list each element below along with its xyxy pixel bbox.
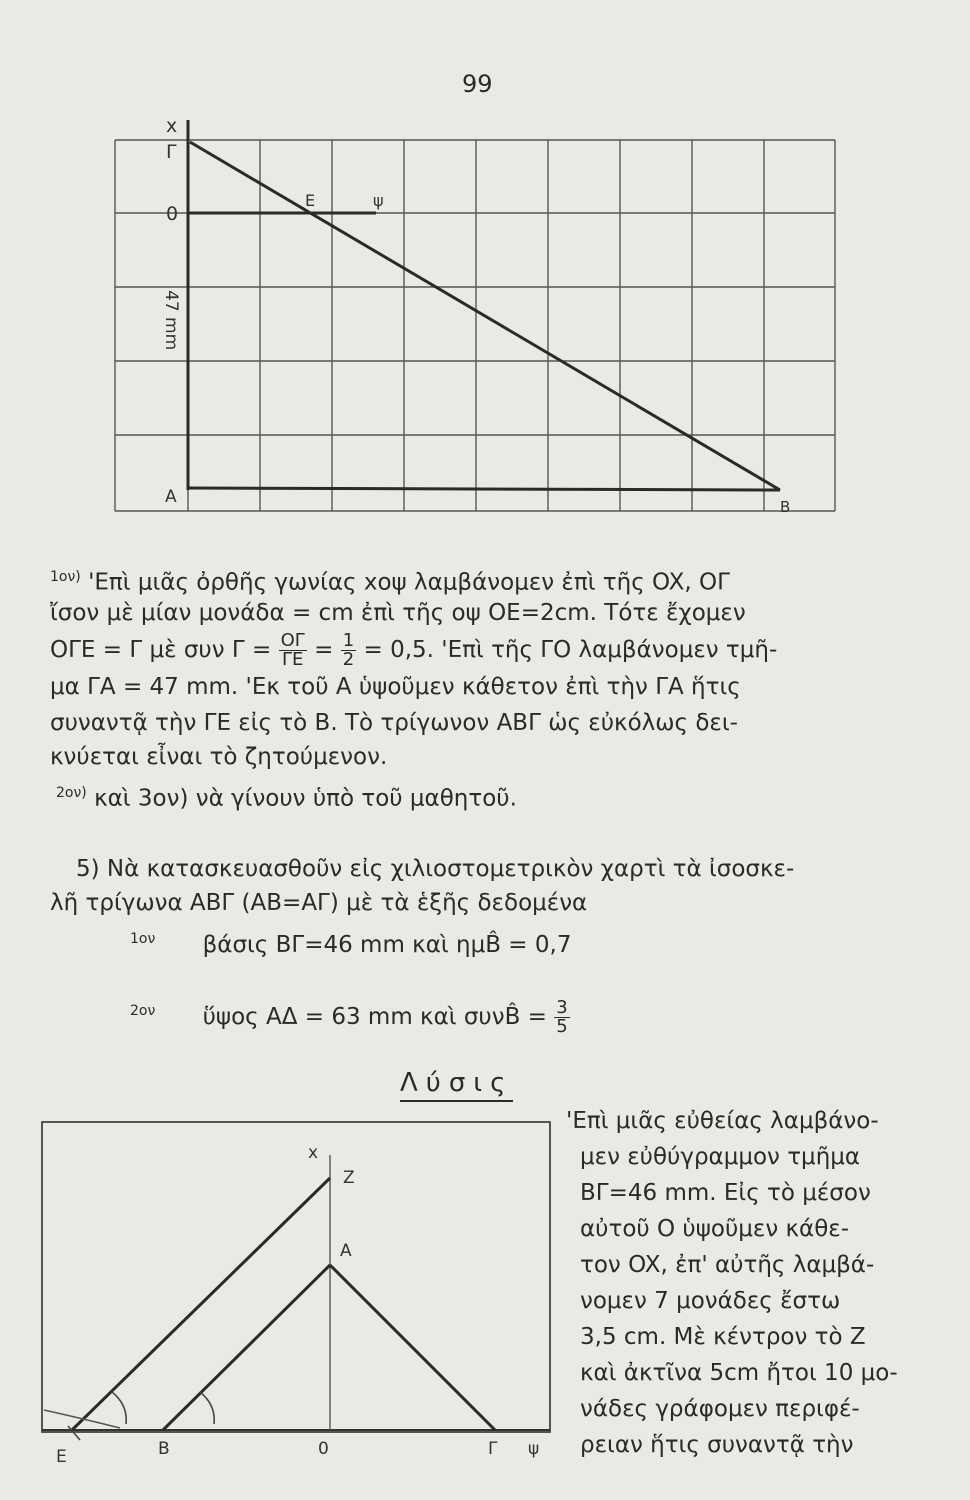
para2-line2: λῆ τρίγωνα ΑΒΓ (ΑΒ=ΑΓ) μὲ τὰ ἑξῆς δεδομένα xyxy=(50,890,588,916)
fraction-og-numerator: ΟΓ xyxy=(280,630,305,651)
fig2-label-z: Z xyxy=(343,1168,355,1188)
para1-line7 xyxy=(56,776,517,816)
para1-line2: ἴσον μὲ μίαν μονάδα = cm ἐπὶ τῆς οψ OE=2cm. Τότε ἔχομεν xyxy=(50,600,746,626)
fig2-label-o: 0 xyxy=(318,1439,329,1459)
label-o: 0 xyxy=(166,203,179,225)
solution-line-6: νομεν 7 μονάδες ἔστω xyxy=(580,1288,841,1314)
formula-rest: = 0,5. 'Επὶ τῆς ΓΟ λαμβάνομεν τμῆ- xyxy=(363,637,778,663)
label-psi: ψ xyxy=(373,191,384,210)
solution-heading: Λύσις xyxy=(400,1068,513,1102)
para1-line6: κνύεται εἶναι τὸ ζητούμενον. xyxy=(50,744,388,770)
fraction-half-denominator: 2 xyxy=(342,649,355,670)
label-e: E xyxy=(305,191,316,210)
solution-line-10: ρειαν ἥτις συναντᾷ τὴν xyxy=(580,1432,854,1458)
solution-line-3: ΒΓ=46 mm. Εἰς τὸ μέσον xyxy=(580,1180,871,1206)
para1-line3 xyxy=(50,632,777,669)
fraction-five-denominator: 5 xyxy=(556,1015,568,1037)
case2-text: ὕψος ΑΔ = 63 mm καὶ συνB̂ = xyxy=(202,1003,547,1030)
solution-line-8: καὶ ἀκτῖνα 5cm ἤτοι 10 μο- xyxy=(580,1360,898,1386)
para1-line1 xyxy=(50,560,730,600)
formula-prefix: ΟΓΕ = Γ μὲ συν Γ = xyxy=(50,637,272,663)
label-47mm: 47 mm xyxy=(161,290,181,351)
fig2-label-b: B xyxy=(158,1439,170,1459)
fraction-og-ge xyxy=(279,632,307,669)
solution-line-2: μεν εὐθύγραμμον τμῆμα xyxy=(580,1144,861,1170)
case1-row xyxy=(130,922,571,962)
fig2-label-a: A xyxy=(340,1241,352,1261)
label-gamma: Γ xyxy=(166,141,177,163)
solution-line-7: 3,5 cm. Μὲ κέντρον τὸ Ζ xyxy=(580,1324,866,1350)
mark-2on: 2ον) xyxy=(56,785,87,801)
para1-line4: μα ΓΑ = 47 mm. 'Εκ τοῦ Α ὑψοῦμεν κάθετον ἐπὶ τὴν ΓΑ ἥτις xyxy=(50,674,741,700)
fraction-three-fifths xyxy=(554,996,569,1037)
label-a: A xyxy=(165,487,177,507)
fraction-ge-denominator: ΓΕ xyxy=(282,649,304,670)
para2-line1: 5) Νὰ κατασκευασθοῦν εἰς χιλιοστομετρικὸν χαρτὶ τὰ ἰσοσκε- xyxy=(76,856,795,882)
para1-line5: συναντᾷ τὴν ΓΕ εἰς τὸ Β. Τὸ τρίγωνον ΑΒΓ ὡς εὐκόλως δει- xyxy=(50,710,738,736)
para1-text-7: καὶ 3ον) νὰ γίνουν ὑπὸ τοῦ μαθητοῦ. xyxy=(94,785,517,812)
label-b: B xyxy=(780,498,791,516)
solution-line-4: αὐτοῦ Ο ὑψοῦμεν κάθε- xyxy=(580,1216,850,1242)
fraction-three-numerator: 3 xyxy=(556,996,568,1018)
equals-sign: = xyxy=(314,637,334,663)
segment-a-b xyxy=(188,488,780,490)
page-number: 99 xyxy=(462,70,493,98)
fig2-label-e: E xyxy=(56,1447,67,1467)
case2-mark: 2ον xyxy=(130,1003,156,1019)
fraction-half-numerator: 1 xyxy=(342,630,355,651)
para1-text-1: 'Επὶ μιᾶς ὀρθῆς γωνίας xοψ λαμβάνομεν ἐπὶ τῆς OX, OΓ xyxy=(88,569,730,596)
solution-line-1: 'Επὶ μιᾶς εὐθείας λαμβάνο- xyxy=(566,1108,879,1134)
fig2-label-gamma: Γ xyxy=(488,1439,498,1459)
fig2-label-x: x xyxy=(308,1143,319,1163)
solution-line-5: τον OX, ἐπ' αὐτῆς λαμβά- xyxy=(580,1252,875,1278)
label-x: x xyxy=(166,115,178,137)
case1-text: βάσις ΒΓ=46 mm καὶ ημB̂ = 0,7 xyxy=(202,931,572,958)
fraction-one-half xyxy=(341,632,356,669)
fig2-label-psi: ψ xyxy=(528,1439,540,1459)
case2-row xyxy=(130,994,570,1036)
solution-line-9: νάδες γράφομεν περιφέ- xyxy=(580,1396,860,1422)
mark-1on: 1ον) xyxy=(50,569,81,585)
case1-mark: 1ον xyxy=(130,931,156,947)
figure-1-grid xyxy=(115,140,835,511)
